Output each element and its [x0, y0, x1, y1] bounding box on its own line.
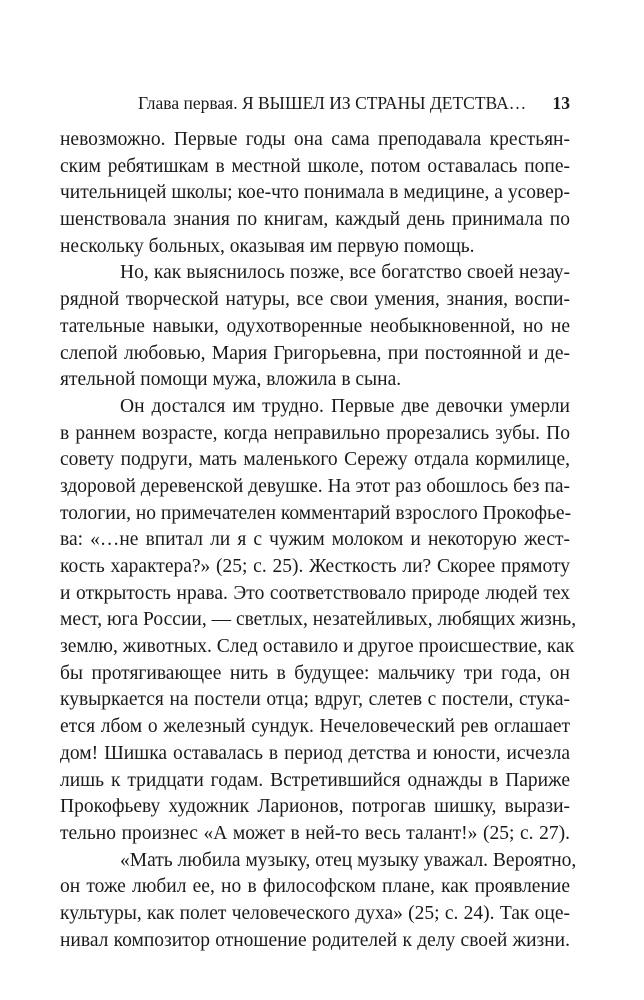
- paragraph-1: [60, 127, 570, 260]
- text-line: слепой любовью, Мария Григорьевна, при постоянной и де-: [60, 342, 570, 364]
- text-line: чительницей школы; кое-что понимала в медицине, а усовер-: [60, 182, 570, 204]
- text-line: кувыркается на постели отца; вдруг, слетев с постели, стука-: [60, 689, 570, 711]
- text-line: кость характера?» (25; с. 25). Жесткость ли? Скорее прямоту: [60, 556, 570, 577]
- text-line: в раннем возрасте, когда неправильно прорезались зубы. По: [60, 422, 570, 444]
- text-line: культуры, как полет человеческого духа» (25; с. 24). Так оце-: [60, 902, 570, 924]
- text-line: Прокофьеву художник Ларионов, потрогав шишку, вырази-: [60, 796, 570, 818]
- text-line: дом! Шишка оставалась в период детства и юности, исчезла: [60, 742, 570, 764]
- text-line: невозможно. Первые годы она сама преподавала крестьян-: [60, 129, 570, 150]
- running-head-title: Глава первая. Я ВЫШЕЛ ИЗ СТРАНЫ ДЕТСТВА…: [138, 93, 527, 113]
- paragraph-2: [60, 260, 570, 393]
- text-line: тологии, но примечателен комментарий взрослого Прокофье-: [60, 502, 572, 524]
- paragraph-3: [60, 394, 577, 848]
- text-line: землю, животных. След оставило и другое происшествие, как: [60, 636, 575, 658]
- text-line: бы протягивающее нить в будущее: мальчику три года, он: [60, 662, 570, 684]
- text-line: совету подруги, мать маленького Сережу отдала кормилице,: [60, 449, 570, 471]
- paragraph-4: [60, 848, 577, 955]
- text-line: он тоже любил ее, но в философском плане, как проявление: [60, 876, 570, 898]
- text-line: лишь к тридцати годам. Встретившийся однажды в Париже: [60, 769, 570, 791]
- text-line: мест, юга России, — светлых, незатейливых, любящих жизнь,: [60, 609, 577, 631]
- text-line: Но, как выяснилось позже, все богатство своей незау-: [120, 262, 570, 284]
- text-line: тельно произнес «А может в ней-то весь талант!» (25; с. 27).: [60, 822, 570, 844]
- text-line: «Мать любила музыку, отец музыку уважал. Вероятно,: [120, 849, 577, 871]
- text-line: нескольку больных, оказывая им первую помощь.: [60, 235, 475, 257]
- text-line: ва: «…не впитал ли я с чужим молоком и некоторую жест-: [60, 529, 570, 551]
- text-line: и открытость нрава. Это соответствовало природе людей тех: [60, 582, 570, 604]
- text-line: тательные навыки, одухотворенные необыкновенной, но не: [60, 315, 570, 337]
- text-line: Он достался им трудно. Первые две девочки умерли: [120, 395, 570, 417]
- text-line: ским ребятишкам в местной школе, потом оставалась попе-: [60, 155, 570, 177]
- text-line: шенствовала знания по книгам, каждый день принимала по: [60, 209, 570, 231]
- running-head: [60, 90, 570, 116]
- text-line: нивал композитор отношение родителей к делу своей жизни.: [60, 929, 570, 951]
- text-line: ятельной помощи мужа, вложила в сына.: [60, 369, 402, 391]
- body-text: [60, 127, 577, 954]
- text-line: здоровой деревенской девушке. На этот раз обошлось без па-: [60, 475, 570, 497]
- page-number: 13: [552, 93, 570, 113]
- text-line: рядной творческой натуры, все свои умения, знания, воспи-: [60, 289, 570, 311]
- text-line: ется лбом о железный сундук. Нечеловеческий рев оглашает: [60, 716, 570, 738]
